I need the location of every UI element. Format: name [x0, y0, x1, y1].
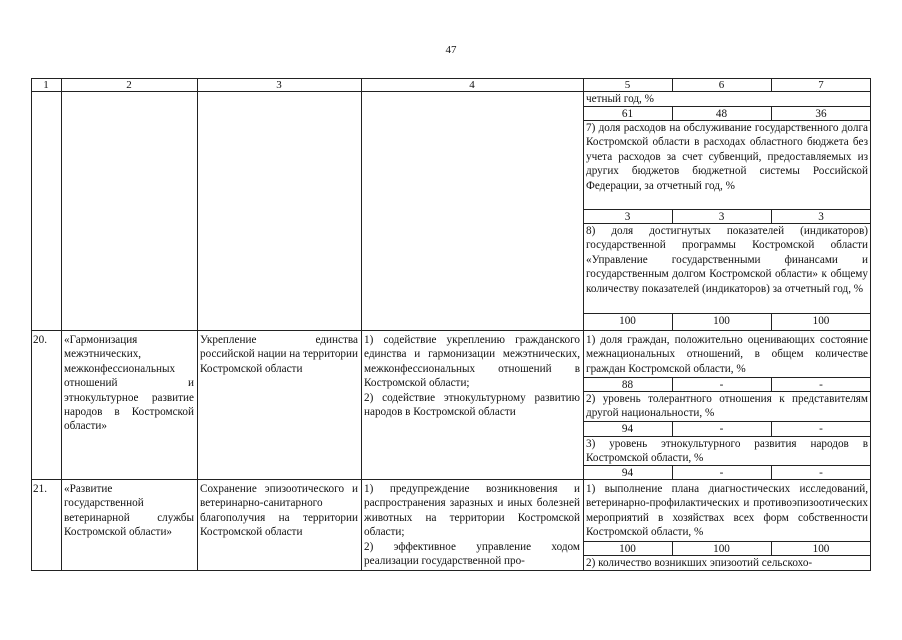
- hline-r21-2: [583, 555, 871, 556]
- vline-r21v1-c7: [771, 541, 772, 556]
- hline-cont-1: [583, 106, 871, 107]
- row20-val1-col6: -: [719, 379, 724, 391]
- row20-val3-col6: -: [719, 467, 724, 479]
- cont-val1-col5: 61: [621, 108, 634, 120]
- row21-indicator-2: 2) количество возникших эпизоотий сельскохо-: [586, 557, 813, 569]
- row21-task-1: 1) предупреждение возникновения и распространения заразных и иных болезней животных на территории Костромской области;: [364, 483, 580, 539]
- vline-h-c6: [672, 78, 673, 92]
- row20-val2-col6: -: [719, 423, 724, 435]
- vline-v2-c6: [672, 209, 673, 224]
- hline-r21-1: [583, 541, 871, 542]
- vline-r20v3-c7: [771, 465, 772, 480]
- vline-v2-c7: [771, 209, 772, 224]
- header-col-7: 7: [818, 79, 824, 91]
- vline-col5: [583, 78, 584, 571]
- vline-v3-c7: [771, 313, 772, 331]
- row20-indicator-1: 1) доля граждан, положительно оценивающих состояние межнациональных отношений, в общем количестве граждан Костромской области, %: [586, 334, 868, 375]
- row20-val1-col5: 88: [621, 379, 634, 391]
- hline-row20-top: [31, 330, 871, 331]
- row21-val1-col7: 100: [812, 543, 830, 555]
- row21-indicator-1: 1) выполнение плана диагностических исследований, ветеринарно-профилактических и противоэпизоотических мероприятий в хозяйствах всех форм собственности Костромской области, %: [586, 483, 868, 539]
- header-col-3: 3: [276, 79, 282, 91]
- hline-r20-2: [583, 391, 871, 392]
- hline-r20-3: [583, 421, 871, 422]
- page-number: 47: [445, 44, 457, 56]
- row20-task-1: 1) содействие укреплению гражданского единства и гармонизации межэтнических, межконфессиональных отношений в Костромской области;: [364, 334, 580, 390]
- vline-v1-c6: [672, 106, 673, 121]
- hline-cont-4: [583, 223, 871, 224]
- row20-program-name: «Гармонизация межэтнических, межконфессиональных отношений и этнокультурное развитие народов в Костромской области»: [64, 334, 194, 433]
- cont-val3-col5: 100: [619, 315, 636, 327]
- cont-indicator-tail: четный год, %: [586, 93, 654, 105]
- vline-right: [870, 78, 871, 571]
- row20-val2-col7: -: [819, 423, 823, 435]
- row21-goal: Сохранение эпизоотического и ветеринарно-санитарного благополучия на территории Костромской области: [200, 483, 358, 539]
- hline-top: [31, 78, 871, 79]
- vline-left: [31, 78, 32, 571]
- vline-col3: [197, 78, 198, 571]
- cont-val1-col7: 36: [815, 108, 827, 120]
- vline-col2: [61, 78, 62, 571]
- header-col-2: 2: [126, 79, 132, 91]
- vline-col4: [361, 78, 362, 571]
- row21-val1-col5: 100: [619, 543, 636, 555]
- row20-goal: Укрепление единства российской нации на территории Костромской области: [200, 334, 358, 375]
- header-col-1: 1: [43, 79, 49, 91]
- hline-r20-5: [583, 465, 871, 466]
- row20-task-2: 2) содействие этнокультурному развитию народов в Костромской области: [364, 392, 580, 419]
- cont-val2-col6: 3: [718, 211, 725, 223]
- hline-r20-4: [583, 436, 871, 437]
- row21-number: 21.: [33, 483, 47, 495]
- row20-val1-col7: -: [819, 379, 823, 391]
- vline-r20v2-c7: [771, 421, 772, 437]
- cont-val2-col7: 3: [818, 211, 824, 223]
- hline-row21-top: [31, 479, 871, 480]
- hline-cont-5: [583, 313, 871, 314]
- cont-val3-col6: 100: [713, 315, 730, 327]
- row20-indicator-2: 2) уровень толерантного отношения к представителям другой национальности, %: [586, 393, 868, 420]
- vline-r21v1-c6: [672, 541, 673, 556]
- cont-val2-col5: 3: [624, 211, 631, 223]
- vline-h-c7: [771, 78, 772, 92]
- row21-program-name: «Развитие государственной ветеринарной службы Костромской области»: [64, 483, 194, 539]
- row21-task-2: 2) эффективное управление ходом реализации государственной про-: [364, 541, 580, 568]
- row20-number: 20.: [33, 334, 47, 346]
- hline-cont-3: [583, 209, 871, 210]
- row20-indicator-3: 3) уровень этнокультурного развития народов в Костромской области, %: [586, 438, 868, 465]
- vline-v1-c7: [771, 106, 772, 121]
- header-col-6: 6: [718, 79, 725, 91]
- row20-val2-col5: 94: [621, 423, 634, 435]
- cont-val3-col7: 100: [812, 315, 830, 327]
- vline-r20v2-c6: [672, 421, 673, 437]
- hline-header-bottom: [31, 91, 871, 92]
- vline-r20v1-c7: [771, 377, 772, 392]
- hline-r20-1: [583, 377, 871, 378]
- hline-cont-2: [583, 120, 871, 121]
- vline-v3-c6: [672, 313, 673, 331]
- row20-val3-col5: 94: [621, 467, 634, 479]
- cont-val1-col6: 48: [715, 108, 728, 120]
- vline-r20v1-c6: [672, 377, 673, 392]
- vline-r20v3-c6: [672, 465, 673, 480]
- indicator-7: 7) доля расходов на обслуживание государственного долга Костромской области в расходах областного бюджета без учета расходов за счет субвенций, предоставляемых из других бюджетов бюджетной системы Российской Федерации, за отчетный год, %: [586, 122, 868, 192]
- row21-val1-col6: 100: [713, 543, 730, 555]
- header-col-5: 5: [624, 79, 631, 91]
- header-col-4: 4: [469, 79, 475, 91]
- hline-bottom: [31, 570, 871, 571]
- row20-val3-col7: -: [819, 467, 823, 479]
- indicator-8: 8) доля достигнутых показателей (индикаторов) государственной программы Костромской области «Управление государственными финансами и государственным долгом Костромской области» к общему количеству показателей (индикаторов) за отчетный год, %: [586, 225, 868, 295]
